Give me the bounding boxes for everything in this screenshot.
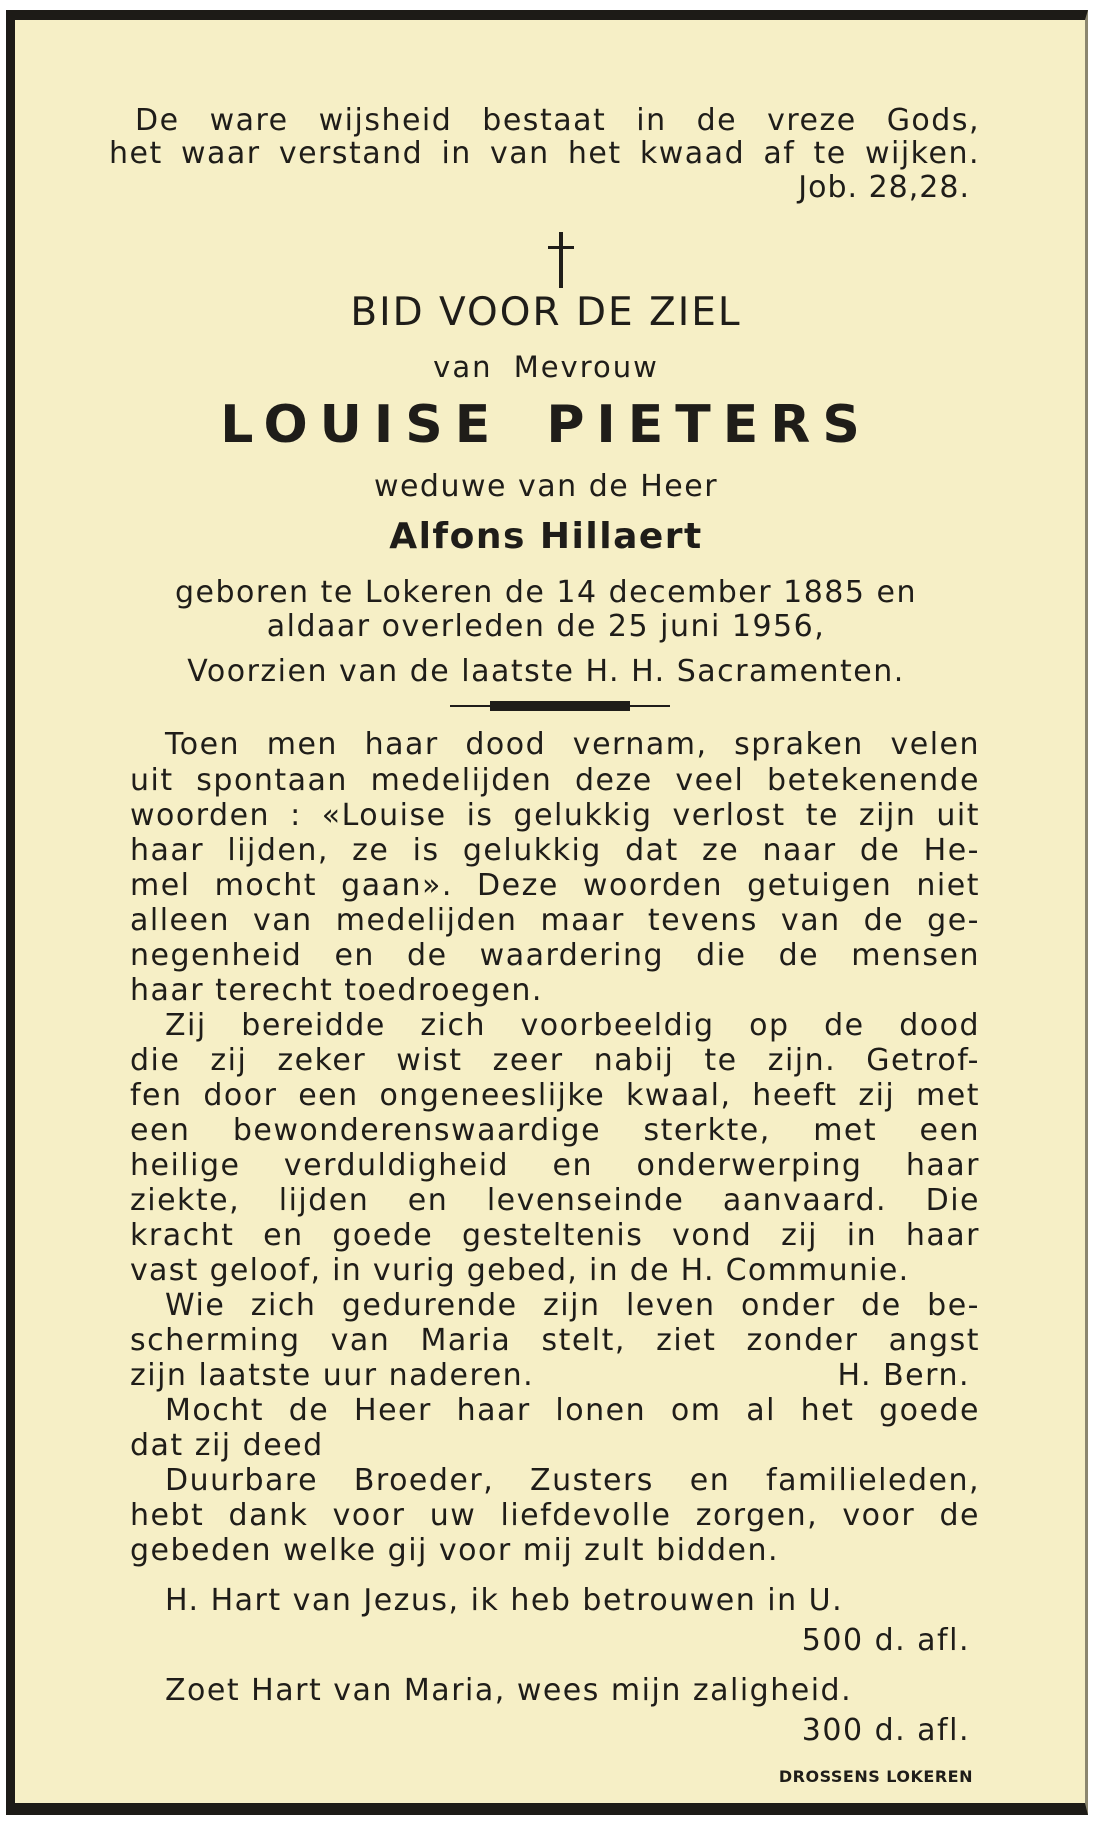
body-line: alleen van medelijden maar tevens van de ge- bbox=[130, 903, 980, 938]
memorial-card bbox=[6, 10, 1088, 1815]
body-line: ziekte, lijden en levenseinde aanvaard. Die bbox=[130, 1183, 980, 1218]
body-line: fen door een ongeneeslijke kwaal, heeft zij met bbox=[130, 1078, 980, 1113]
pray-heading: BID VOOR DE ZIEL bbox=[350, 290, 742, 335]
body-line: uit spontaan medelijden deze veel betekenende bbox=[130, 763, 980, 798]
sacrament-line: Voorzien van de laatste H. H. Sacramenten. bbox=[187, 654, 905, 689]
birth-line: geboren te Lokeren de 14 december 1885 en bbox=[175, 575, 917, 610]
printer-mark: DROSSENS LOKEREN bbox=[778, 1767, 973, 1786]
body-line: vast geloof, in vurig gebed, in de H. Communie. bbox=[130, 1253, 910, 1288]
body-line: mel mocht gaan». Deze woorden getuigen niet bbox=[130, 868, 980, 903]
body-line: haar terecht toedroegen. bbox=[130, 973, 543, 1008]
body-line: Mocht de Heer haar lonen om al het goede bbox=[165, 1393, 980, 1428]
body-line: Duurbare Broeder, Zusters en familieleden, bbox=[165, 1463, 980, 1498]
van-mevrouw: van Mevrouw bbox=[433, 350, 659, 384]
body-line: een bewonderenswaardige sterkte, met een bbox=[130, 1113, 980, 1148]
motto-line-2: het waar verstand in van het kwaad af te wijken. bbox=[109, 136, 980, 171]
bern-reference: H. Bern. bbox=[837, 1358, 970, 1393]
body-line: negenheid en de waardering die de mensen bbox=[130, 938, 980, 973]
body-line: Zij bereidde zich voorbeeldig op de dood bbox=[165, 1008, 980, 1043]
divider-bar bbox=[490, 701, 630, 711]
motto-line-1: De ware wijsheid bestaat in de vreze Gods, bbox=[135, 103, 980, 138]
body-line: Wie zich gedurende zijn leven onder de be- bbox=[165, 1288, 980, 1323]
death-line: aldaar overleden de 25 juni 1956, bbox=[266, 609, 826, 644]
body-line: Toen men haar dood vernam, spraken velen bbox=[165, 727, 980, 762]
body-line: die zij zeker wist zeer nabij te zijn. Getrof- bbox=[130, 1043, 980, 1078]
body-line: scherming van Maria stelt, ziet zonder angst bbox=[130, 1323, 980, 1358]
prayer-1-indulgence: 500 d. afl. bbox=[801, 1623, 970, 1658]
body-line: woorden : «Louise is gelukkig verlost te zijn uit bbox=[130, 798, 980, 833]
body-line: haar lijden, ze is gelukkig dat ze naar de He- bbox=[130, 833, 980, 868]
widow-of: weduwe van de Heer bbox=[373, 469, 719, 504]
prayer-2-indulgence: 300 d. afl. bbox=[801, 1713, 970, 1748]
body-line: kracht en goede gesteltenis vond zij in haar bbox=[130, 1218, 980, 1253]
prayer-2: Zoet Hart van Maria, wees mijn zaligheid. bbox=[165, 1673, 853, 1708]
cross-icon bbox=[542, 232, 580, 288]
motto-reference: Job. 28,28. bbox=[798, 170, 970, 205]
body-line: hebt dank voor uw liefdevolle zorgen, voor de bbox=[130, 1498, 980, 1533]
husband-name: Alfons Hillaert bbox=[389, 516, 703, 557]
prayer-1: H. Hart van Jezus, ik heb betrouwen in U. bbox=[165, 1583, 844, 1618]
body-line: zijn laatste uur naderen. bbox=[130, 1358, 535, 1393]
body-line: heilige verduldigheid en onderwerping haar bbox=[130, 1148, 980, 1183]
deceased-name: LOUISE PIETERS bbox=[220, 395, 872, 455]
body-line: dat zij deed bbox=[130, 1428, 324, 1463]
body-line: gebeden welke gij voor mij zult bidden. bbox=[130, 1533, 780, 1568]
